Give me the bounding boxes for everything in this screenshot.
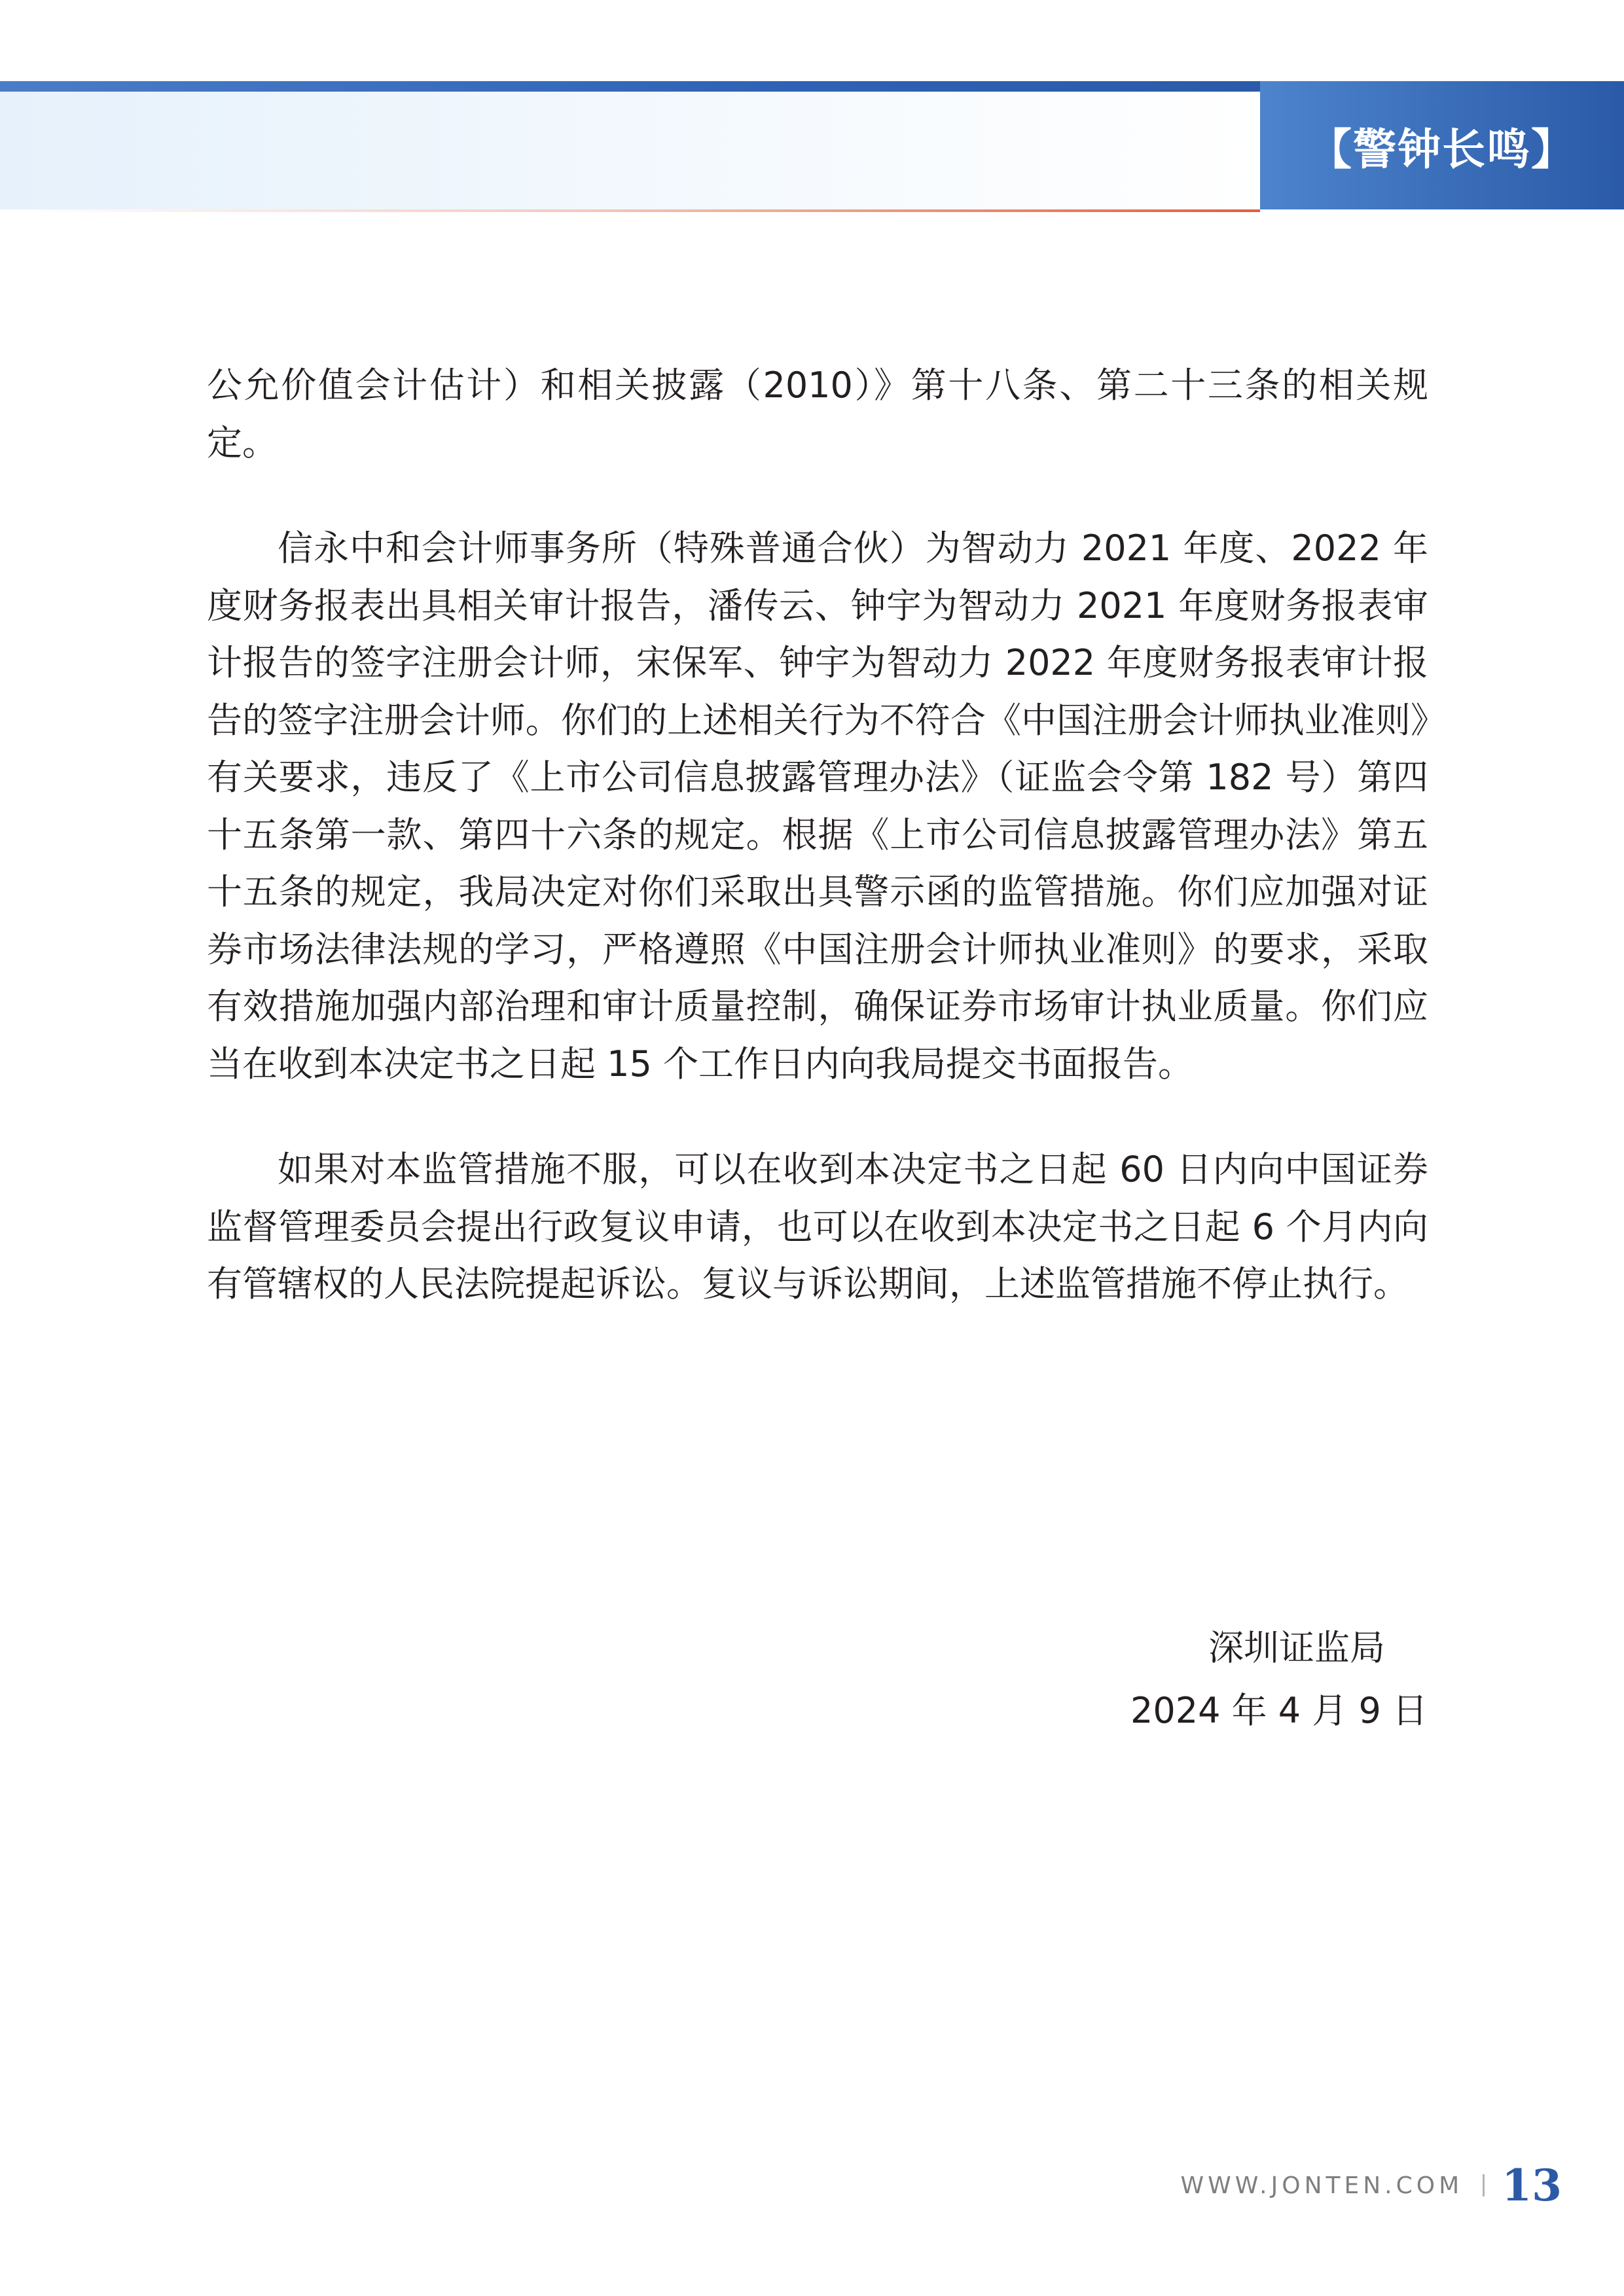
- issuing-authority: 深圳证监局: [1208, 1627, 1385, 1668]
- paragraph-continuation: 公允价值会计估计）和相关披露（2010）》第十八条、第二十三条的相关规定。: [207, 365, 1428, 463]
- footer-divider: [1483, 2174, 1485, 2197]
- paragraph-findings: 信永中和会计师事务所（特殊普通合伙）为智动力 2021 年度、2022 年度财务报表出具相关审计报告，潘传云、钟宇为智动力 2021 年度财务报表审计报告的签字注册会计师，宋保军、钟宇为智动力 2022 年度财务报表审计报告的签字注册会计师。你们的上述相关行为不符合《中国注册会计师执业准则》有关要求，违反了《上市公司信息披露管理办法》（证监会令第 182 号）第四十五条第一款、第四十六条的规定。根据《上市公司信息披露管理办法》第五十五条的规定，我局决定对你们采取出具警示函的监管措施。你们应加强对证券市场法律法规的学习，严格遵照《中国注册会计师执业准则》的要求，采取有效措施加强内部治理和审计质量控制，确保证券市场审计执业质量。你们应当在收到本决定书之日起 15 个工作日内向我局提交书面报告。: [207, 528, 1428, 1085]
- header-top-rule: [0, 81, 1260, 92]
- document-body: [207, 357, 1428, 1313]
- signature-block: [1130, 1617, 1428, 1742]
- paragraph-appeal-rights: 如果对本监管措施不服，可以在收到本决定书之日起 60 日内向中国证券监督管理委员会提出行政复议申请，也可以在收到本决定书之日起 6 个月内向有管辖权的人民法院提起诉讼。复议与诉讼期间，上述监管措施不停止执行。: [207, 1149, 1428, 1304]
- issue-date: 2024 年 4 月 9 日: [1130, 1690, 1428, 1731]
- header-gradient-band: [0, 92, 1260, 209]
- page-footer: [1181, 2160, 1562, 2211]
- column-tag-label: 【警钟长鸣】: [1308, 123, 1576, 175]
- column-tag: [1260, 81, 1624, 209]
- header-bottom-rule: [26, 209, 1260, 212]
- page-number: 13: [1502, 2160, 1562, 2211]
- header-banner: [0, 0, 1624, 216]
- website-link[interactable]: WWW.JONTEN.COM: [1180, 2172, 1464, 2199]
